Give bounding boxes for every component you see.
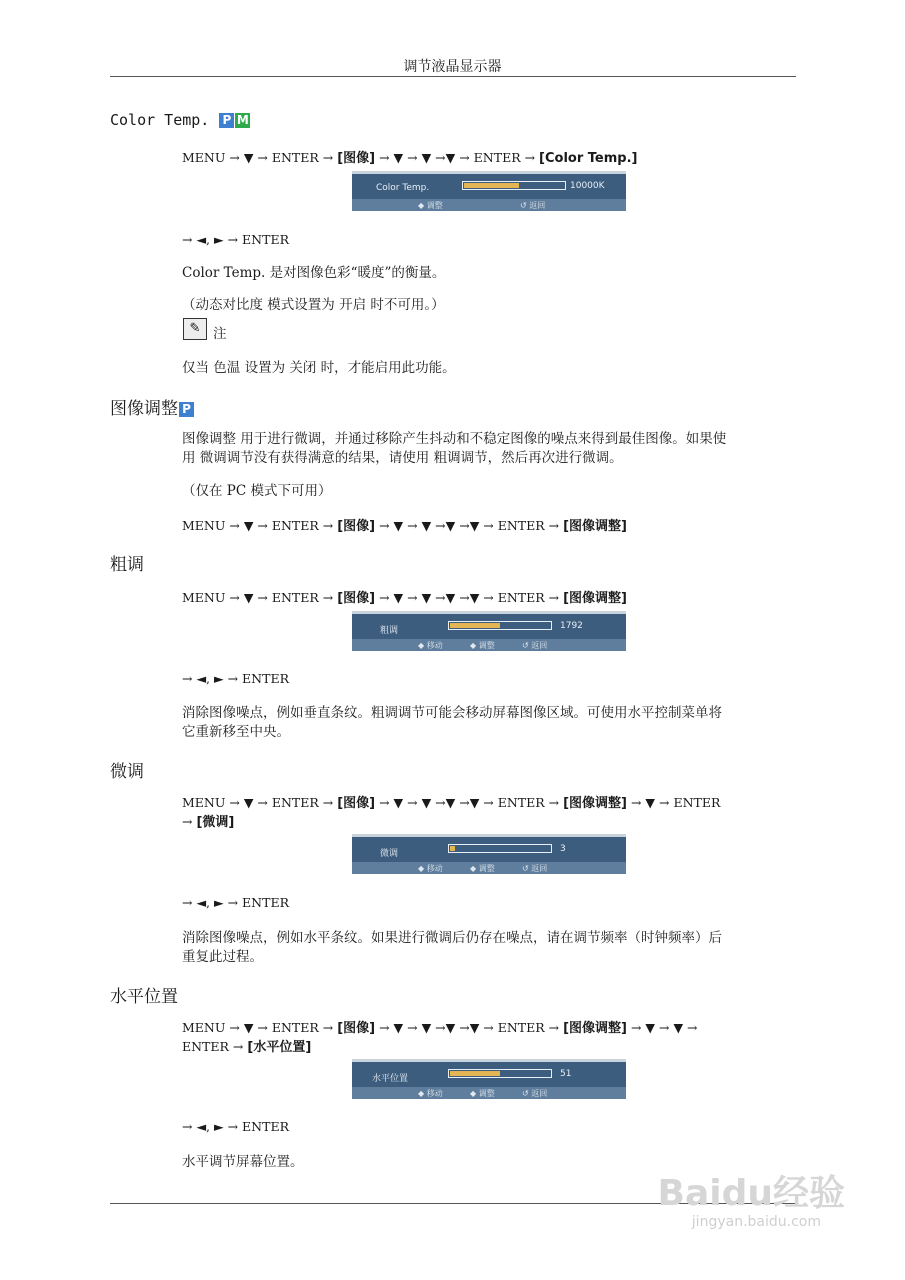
osd-h-position: [352, 1059, 626, 1099]
osd-footer: ◆ 移动 ◆ 调整 ↺ 返回: [352, 862, 626, 874]
desc-color-temp: Color Temp. 是对图像色彩“暖度”的衡量。: [182, 265, 446, 281]
watermark-url: jingyan.baidu.com: [691, 1214, 821, 1230]
osd-slider: [448, 844, 552, 853]
osd-slider: [448, 1069, 552, 1078]
arrows-coarse: → ◄, ► → ENTER: [182, 671, 289, 686]
watermark-logo: Baidu经验: [657, 1173, 845, 1214]
arrows-h-position: → ◄, ► → ENTER: [182, 1119, 289, 1134]
section-title-color-temp: Color Temp. P M: [110, 111, 249, 129]
osd-slider: [462, 181, 566, 190]
osd-slider-fill: [450, 846, 455, 851]
mode-badge-m: M: [236, 113, 249, 127]
osd-value: 10000K: [570, 181, 605, 191]
page-header-title: 调节液晶显示器: [403, 59, 502, 75]
osd-fine: [352, 834, 626, 874]
osd-value: 3: [560, 844, 566, 854]
osd-footer: ◆ 移动 ◆ 调整 ↺ 返回: [352, 639, 626, 651]
mode-badge-p: P: [219, 113, 234, 128]
desc-coarse-line2: 它重新移至中央。: [182, 724, 290, 740]
osd-slider-fill: [450, 623, 500, 628]
desc-fine-line1: 消除图像噪点，例如水平条纹。如果进行微调后仍存在噪点，请在调节频率（时钟频率）后: [182, 930, 722, 946]
arrows-fine: → ◄, ► → ENTER: [182, 895, 289, 910]
menu-path-fine: MENU → ▼ → ENTER → [图像] → ▼ → ▼ →▼ →▼ → ENTER → [图像调整] → ▼ → ENTER: [182, 795, 721, 811]
menu-path-h-position-line2: ENTER → [水平位置]: [182, 1039, 312, 1055]
osd-slider: [448, 621, 552, 630]
osd-slider-fill: [464, 183, 519, 188]
osd-coarse: [352, 611, 626, 651]
menu-path-coarse: MENU → ▼ → ENTER → [图像] → ▼ → ▼ →▼ →▼ → ENTER → [图像调整]: [182, 590, 627, 606]
note-label: 注: [213, 326, 227, 342]
osd-footer: ◆ 移动 ◆ 调整 ↺ 返回: [352, 1087, 626, 1099]
arrows-color-temp: → ◄, ► → ENTER: [182, 232, 289, 247]
osd-slider-fill: [450, 1071, 500, 1076]
osd-label: 粗调: [380, 626, 399, 636]
menu-path-color-temp: MENU → ▼ → ENTER → [图像] → ▼ → ▼ →▼ → ENTER → [Color Temp.]: [182, 150, 638, 166]
header-divider: [110, 76, 796, 77]
menu-path-h-position: MENU → ▼ → ENTER → [图像] → ▼ → ▼ →▼ →▼ → ENTER → [图像调整] → ▼ → ▼ →: [182, 1020, 698, 1036]
pc-only-note: （仅在 PC 模式下可用）: [182, 483, 332, 499]
note-paren: （动态对比度 模式设置为 开启 时不可用。）: [182, 297, 445, 313]
note-icon: ✎: [183, 318, 207, 340]
mode-badge-p: P: [179, 402, 194, 417]
osd-label: 水平位置: [372, 1074, 409, 1084]
osd-value: 1792: [560, 621, 583, 631]
desc-coarse-line1: 消除图像噪点，例如垂直条纹。粗调调节可能会移动屏幕图像区域。可使用水平控制菜单将: [182, 705, 722, 721]
section-title-fine: 微调: [110, 762, 144, 782]
section-title-h-position: 水平位置: [110, 987, 178, 1007]
osd-label: Color Temp.: [376, 183, 430, 193]
section-title-coarse: 粗调: [110, 555, 144, 575]
osd-value: 51: [560, 1069, 572, 1079]
desc-image-adjust-line2: 用 微调调节没有获得满意的结果，请使用 粗调调节，然后再次进行微调。: [182, 450, 623, 466]
menu-path-fine-line2: → [微调]: [182, 814, 235, 830]
desc-image-adjust-line1: 图像调整 用于进行微调，并通过移除产生抖动和不稳定图像的噪点来得到最佳图像。如果使: [182, 431, 727, 447]
osd-color-temp: [352, 171, 626, 211]
osd-footer: ◆ 调整 ↺ 返回: [352, 199, 626, 211]
osd-label: 微调: [380, 849, 399, 859]
desc-fine-line2: 重复此过程。: [182, 949, 263, 965]
note-text: 仅当 色温 设置为 关闭 时，才能启用此功能。: [182, 360, 456, 376]
section-title-image-adjust: 图像调整 P: [110, 394, 194, 419]
menu-path-image-adjust: MENU → ▼ → ENTER → [图像] → ▼ → ▼ →▼ →▼ → ENTER → [图像调整]: [182, 518, 627, 534]
desc-h-position: 水平调节屏幕位置。: [182, 1154, 304, 1170]
